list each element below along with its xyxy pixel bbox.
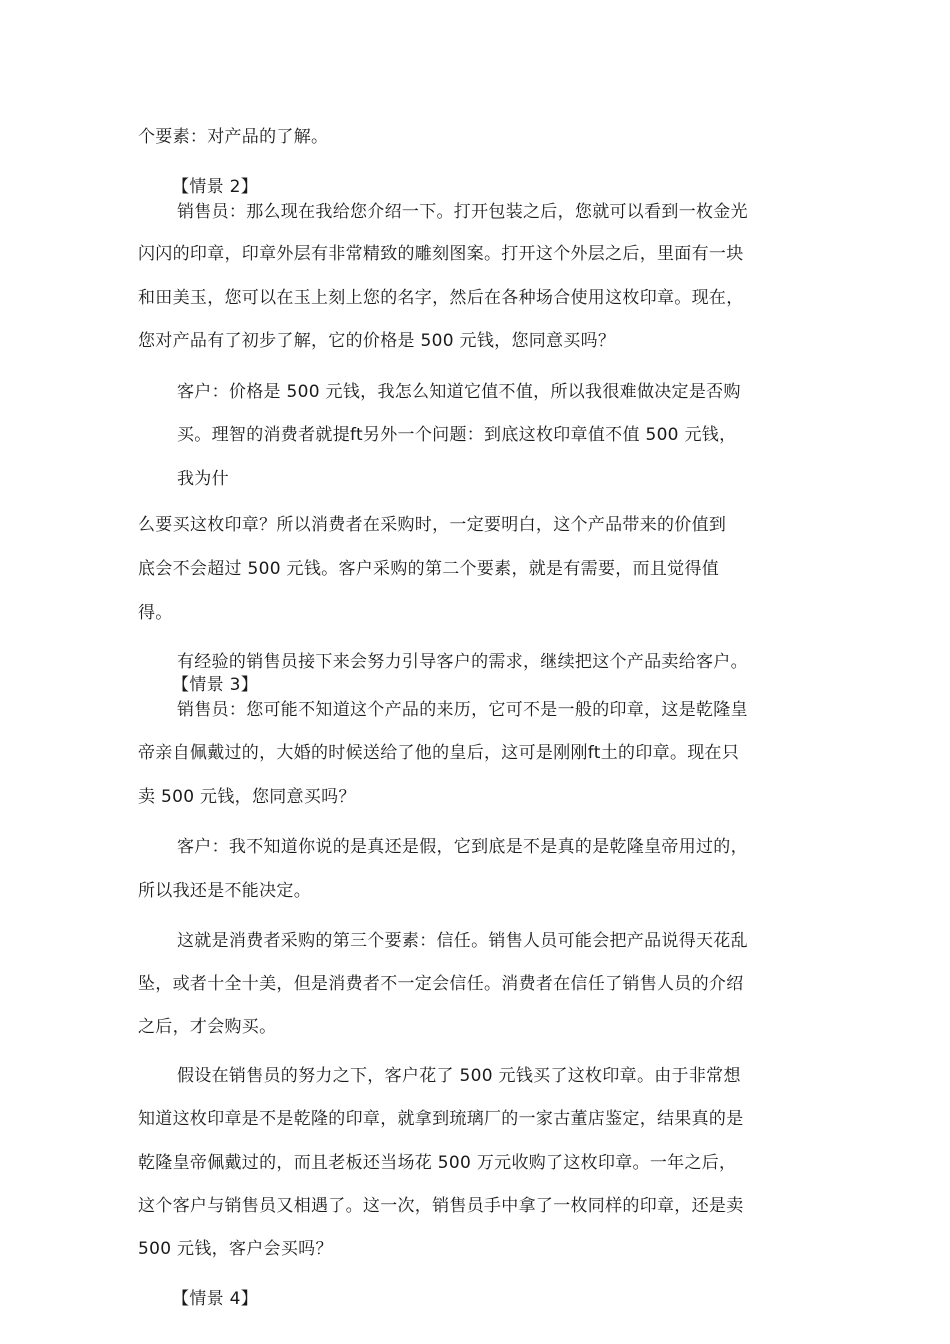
text-line: 有经验的销售员接下来会努力引导客户的需求，继续把这个产品卖给客户。: [177, 652, 748, 672]
section-heading: 【情景 3】: [172, 675, 259, 695]
text-line: 买。理智的消费者就提ft另外一个问题：到底这枚印章值不值 500 元钱，: [177, 425, 737, 445]
section-heading: 【情景 2】: [172, 177, 259, 197]
text-line: 底会不会超过 500 元钱。客户采购的第二个要素，就是有需要，而且觉得值: [138, 559, 720, 579]
text-line: 坠，或者十全十美，但是消费者不一定会信任。消费者在信任了销售人员的介绍: [138, 974, 744, 994]
text-line: 假设在销售员的努力之下，客户花了 500 元钱买了这枚印章。由于非常想: [177, 1066, 741, 1086]
text-line: 您对产品有了初步了解，它的价格是 500 元钱，您同意买吗？: [138, 331, 616, 351]
section-heading: 【情景 4】: [172, 1289, 259, 1309]
text-line: 这个客户与销售员又相遇了。这一次，销售员手中拿了一枚同样的印章，还是卖: [138, 1196, 744, 1216]
text-line: 客户：价格是 500 元钱，我怎么知道它值不值，所以我很难做决定是否购: [177, 382, 741, 402]
text-line: 之后，才会购买。: [138, 1017, 277, 1037]
text-line: 知道这枚印章是不是乾隆的印章，就拿到琉璃厂的一家古董店鉴定，结果真的是: [138, 1109, 744, 1129]
text-line: 帝亲自佩戴过的，大婚的时候送给了他的皇后，这可是刚刚ft土的印章。现在只: [138, 743, 740, 763]
text-line: 得。: [138, 603, 173, 623]
text-line: 销售员：您可能不知道这个产品的来历，它可不是一般的印章，这是乾隆皇: [177, 700, 748, 720]
text-line: 卖 500 元钱，您同意买吗？: [138, 787, 356, 807]
text-line: 我为什: [177, 469, 229, 489]
text-line: 500 元钱，客户会买吗？: [138, 1239, 333, 1259]
text-line: 所以我还是不能决定。: [138, 881, 311, 901]
text-line: 乾隆皇帝佩戴过的，而且老板还当场花 500 万元收购了这枚印章。一年之后，: [138, 1153, 737, 1173]
text-line: 个要素：对产品的了解。: [138, 127, 329, 147]
text-line: 客户：我不知道你说的是真还是假，它到底是不是真的是乾隆皇帝用过的，: [177, 837, 748, 857]
text-line: 么要买这枚印章？所以消费者在采购时，一定要明白，这个产品带来的价值到: [138, 515, 727, 535]
text-line: 闪闪的印章，印章外层有非常精致的雕刻图案。打开这个外层之后，里面有一块: [138, 244, 744, 264]
text-line: 和田美玉，您可以在玉上刻上您的名字，然后在各种场合使用这枚印章。现在，: [138, 288, 744, 308]
text-line: 销售员：那么现在我给您介绍一下。打开包装之后，您就可以看到一枚金光: [177, 202, 748, 222]
text-line: 这就是消费者采购的第三个要素：信任。销售人员可能会把产品说得天花乱: [177, 931, 748, 951]
